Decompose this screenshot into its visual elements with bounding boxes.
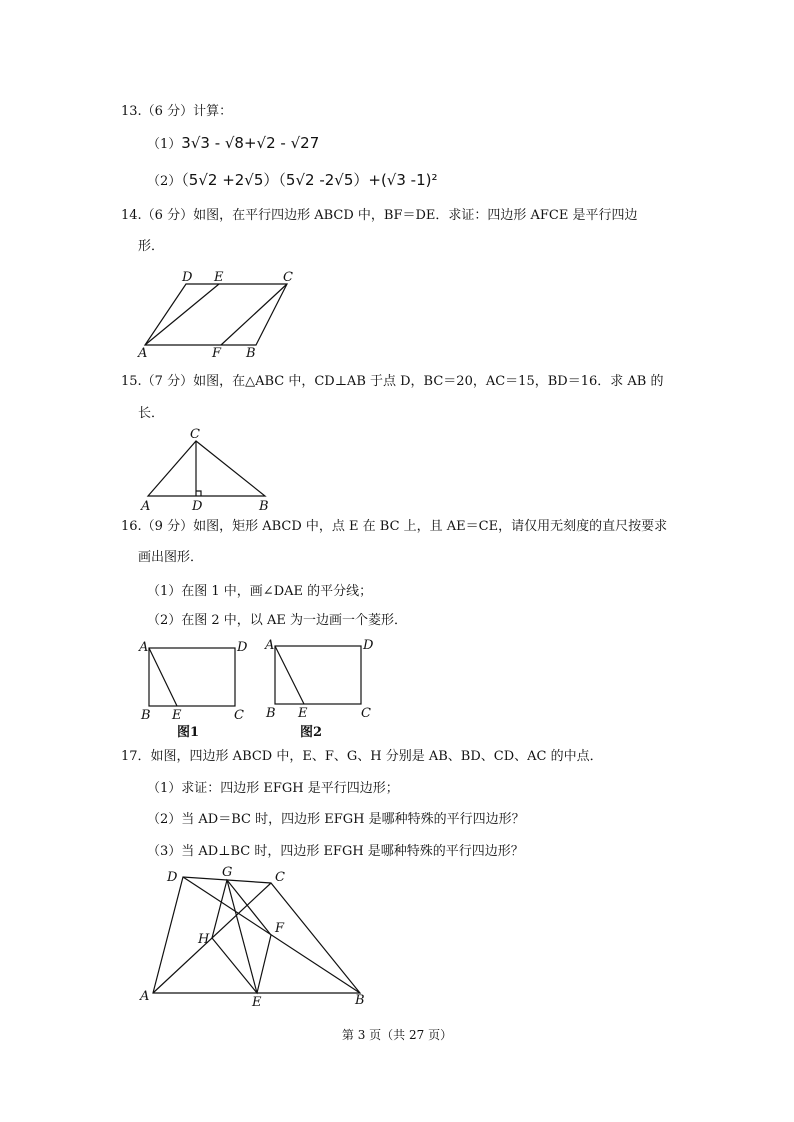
q17-label-e: E bbox=[252, 995, 262, 1010]
q14-line1: 14.（6 分）如图，在平行四边形 ABCD 中，BF＝DE．求证：四边形 AFCE 是平行四边 bbox=[121, 208, 638, 223]
q16-fig2-label-e: E bbox=[298, 706, 308, 721]
q14-label-f: F bbox=[212, 346, 222, 361]
q17-line1: 17．如图，四边形 ABCD 中，E、F、G、H 分别是 AB、BD、CD、AC 的中点． bbox=[121, 749, 603, 764]
q17-label-g: G bbox=[222, 865, 233, 880]
q15-line2: 长． bbox=[138, 406, 165, 421]
q17-label-f: F bbox=[275, 921, 285, 936]
q16-fig1-label-e: E bbox=[172, 708, 182, 723]
q16-fig2-label-c: C bbox=[361, 706, 371, 721]
q17-label-h: H bbox=[198, 932, 210, 947]
q17-label-c: C bbox=[275, 870, 285, 885]
q17-label-a: A bbox=[140, 989, 150, 1004]
q13-part1-label: （1） bbox=[147, 137, 182, 152]
q14-line2: 形． bbox=[138, 239, 165, 254]
q16-fig2-label-b: B bbox=[266, 706, 276, 721]
q17-part2: （2）当 AD＝BC 时，四边形 EFGH 是哪种特殊的平行四边形？ bbox=[147, 812, 525, 827]
q14-label-a: A bbox=[138, 346, 148, 361]
q13-part2-expr: （5√2 +2√5）（5√2 -2√5）+(√3 -1)² bbox=[181, 171, 438, 189]
q15-label-a: A bbox=[141, 499, 151, 514]
q16-fig1-label-d: D bbox=[237, 640, 248, 655]
q13-part1-expr: 3√3 - √8+√2 - √27 bbox=[181, 134, 320, 152]
q16-fig2-label-a: A bbox=[265, 638, 275, 653]
q13-stem: 13.（6 分）计算： bbox=[121, 104, 233, 119]
q15-label-c: C bbox=[190, 427, 200, 442]
q16-line1: 16.（9 分）如图，矩形 ABCD 中，点 E 在 BC 上，且 AE＝CE，请仅用无刻度的直尺按要求 bbox=[121, 519, 668, 534]
q14-label-c: C bbox=[283, 270, 293, 285]
q17-part1: （1）求证：四边形 EFGH 是平行四边形； bbox=[147, 781, 399, 796]
q14-label-e: E bbox=[214, 270, 224, 285]
q16-fig1-label-b: B bbox=[141, 708, 151, 723]
q16-fig1-label-c: C bbox=[234, 708, 244, 723]
q16-fig1-label-a: A bbox=[139, 640, 149, 655]
q16-fig2-label-d: D bbox=[363, 638, 374, 653]
q13-part2-label: （2） bbox=[147, 174, 182, 189]
page-footer: 第 3 页（共 27 页） bbox=[341, 1028, 453, 1042]
q16-part1: （1）在图 1 中，画∠DAE 的平分线； bbox=[147, 584, 373, 599]
q17-part3: （3）当 AD⊥BC 时，四边形 EFGH 是哪种特殊的平行四边形？ bbox=[147, 844, 524, 859]
q15-label-b: B bbox=[259, 499, 269, 514]
q17-quadrilateral bbox=[153, 877, 360, 993]
q15-line1: 15.（7 分）如图，在△ABC 中，CD⊥AB 于点 D，BC＝20，AC＝15，BD＝16．求 AB 的 bbox=[121, 374, 664, 389]
q15-label-d: D bbox=[192, 499, 203, 514]
q16-line2: 画出图形． bbox=[138, 550, 204, 565]
q16-fig2-caption: 图2 bbox=[300, 725, 323, 740]
q17-label-d: D bbox=[167, 870, 178, 885]
q16-fig1-caption: 图1 bbox=[177, 725, 200, 740]
q14-label-b: B bbox=[246, 346, 256, 361]
q17-side-eg bbox=[227, 880, 257, 993]
q16-part2: （2）在图 2 中，以 AE 为一边画一个菱形． bbox=[147, 613, 407, 628]
q14-label-d: D bbox=[182, 270, 193, 285]
q17-label-b: B bbox=[355, 993, 365, 1008]
